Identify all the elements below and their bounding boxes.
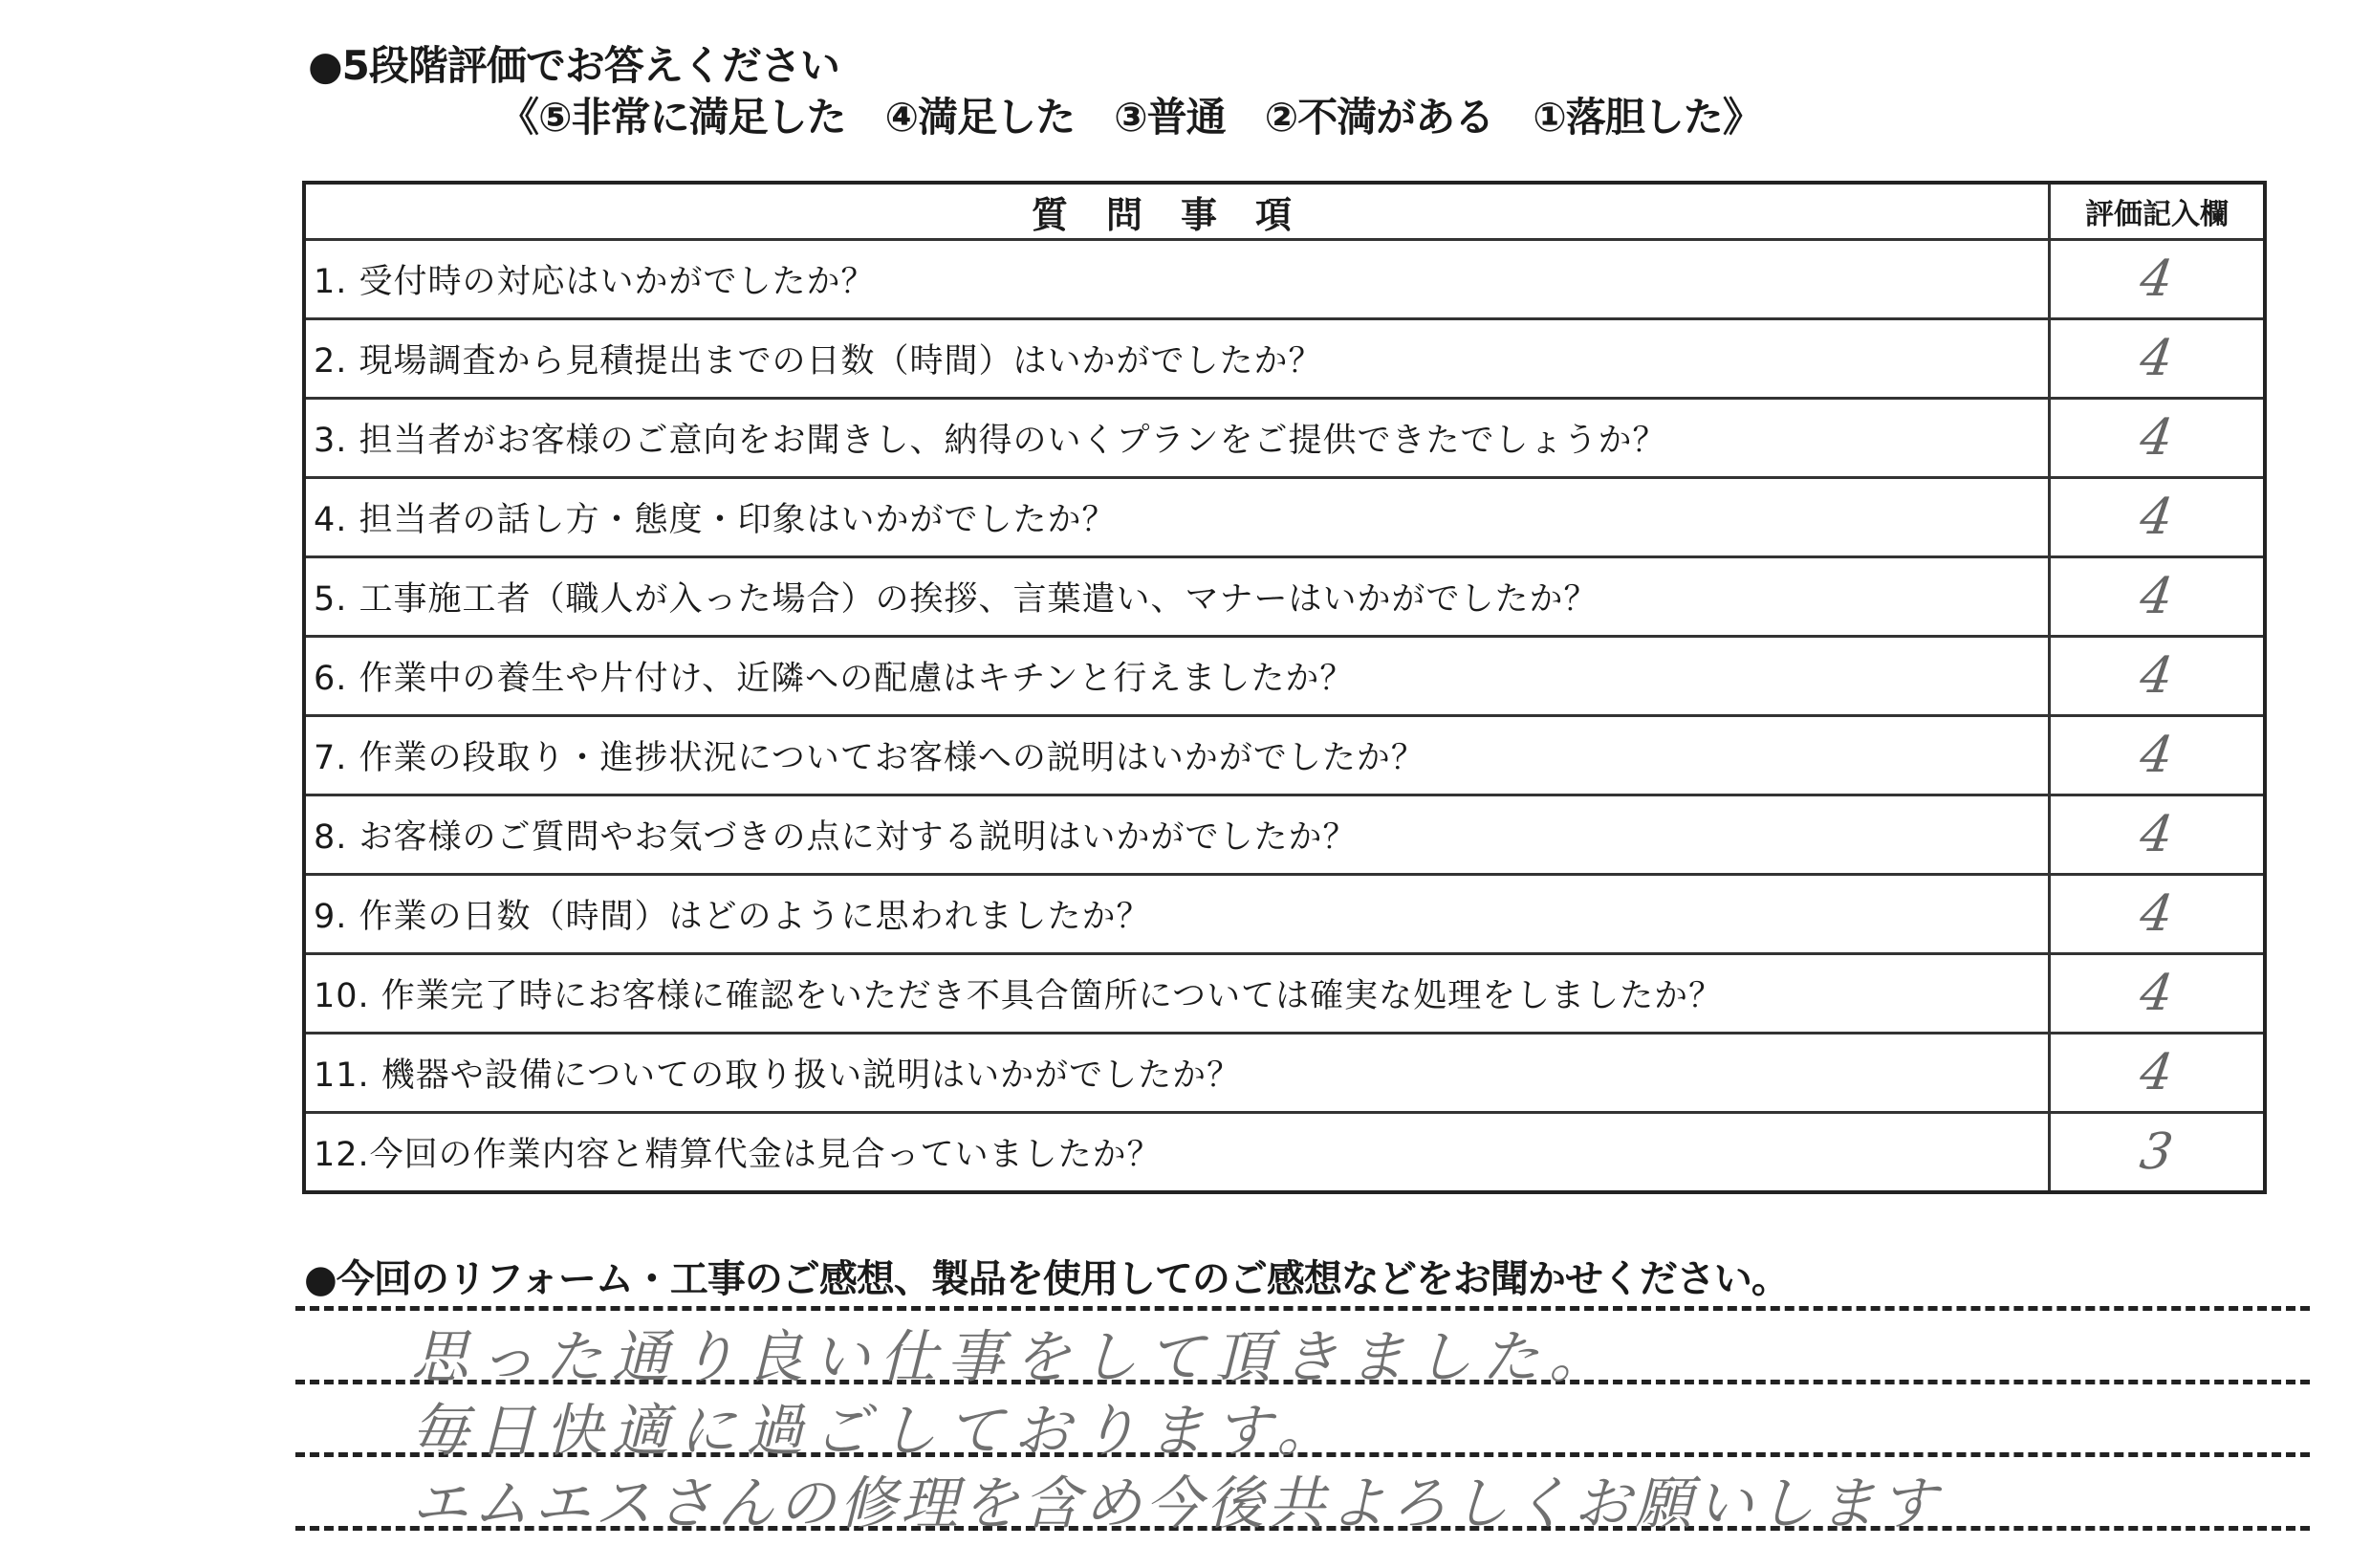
question-text: 4. 担当者の話し方・態度・印象はいかがでしたか？	[314, 501, 1117, 539]
rating-cell	[2048, 717, 2263, 794]
comment-heading: ●今回のリフォーム・工事のご感想、製品を使用してのご感想などをお聞かせください。	[304, 1257, 1789, 1301]
rating-value: 4	[2137, 806, 2177, 863]
rating-cell	[2048, 1114, 2263, 1190]
table-row	[306, 317, 2263, 397]
comment-line: 思った通り良い仕事をして頂きました。	[411, 1324, 1616, 1391]
rating-value: 4	[2137, 885, 2177, 943]
question-text: 8. お客様のご質問やお気づきの点に対する説明はいかがでしたか？	[314, 818, 1358, 857]
rating-cell	[2048, 1034, 2263, 1111]
table-row	[306, 873, 2263, 952]
question-text: 9. 作業の日数（時間）はどのように思われましたか？	[314, 898, 1151, 936]
rating-value: 4	[2137, 409, 2177, 467]
rating-value: 3	[2137, 1123, 2177, 1181]
table-row	[306, 794, 2263, 873]
table-row	[306, 952, 2263, 1032]
table-row	[306, 714, 2263, 794]
comment-rule	[295, 1306, 2310, 1311]
rating-value: 4	[2137, 1044, 2177, 1101]
rating-cell	[2048, 479, 2263, 555]
question-text: 6. 作業中の養生や片付け、近隣への配慮はキチンと行えましたか？	[314, 660, 1355, 698]
question-text: 2. 現場調査から見積提出までの日数（時間）はいかがでしたか？	[314, 342, 1323, 381]
rating-cell	[2048, 638, 2263, 714]
question-text: 10. 作業完了時にお客様に確認をいただき不具合箇所については確実な処理をしましたか？	[314, 977, 1724, 1015]
question-text: 7. 作業の段取り・進捗状況についてお客様への説明はいかがでしたか？	[314, 739, 1425, 777]
comment-line: エムエスさんの修理を含め今後共よろしくお願いします	[411, 1470, 1941, 1537]
table-row	[306, 555, 2263, 635]
rating-value: 4	[2137, 250, 2177, 308]
rating-cell	[2048, 241, 2263, 317]
rating-cell	[2048, 955, 2263, 1032]
rating-value: 4	[2137, 647, 2177, 705]
question-text: 12.今回の作業内容と精算代金は見合っていましたか？	[314, 1136, 1162, 1174]
comment-line: 毎日快適に過ごしております。	[411, 1398, 1344, 1465]
questionnaire-table	[302, 181, 2267, 1194]
question-text: 11. 機器や設備についての取り扱い説明はいかがでしたか？	[314, 1056, 1242, 1095]
table-row	[306, 397, 2263, 476]
table-row	[306, 238, 2263, 317]
rating-value: 4	[2137, 568, 2177, 625]
table-row	[306, 1111, 2263, 1190]
question-text: 1. 受付時の対応はいかがでしたか？	[314, 263, 876, 301]
rating-instruction-title: ●5段階評価でお答えください	[308, 42, 839, 89]
table-row	[306, 1032, 2263, 1111]
table-header	[306, 185, 2263, 238]
rating-cell	[2048, 876, 2263, 952]
rating-cell	[2048, 796, 2263, 873]
rating-value: 4	[2137, 330, 2177, 387]
rating-cell	[2048, 320, 2263, 397]
rating-value: 4	[2137, 489, 2177, 546]
question-text: 5. 工事施工者（職人が入った場合）の挨拶、言葉遣い、マナーはいかがでしたか？	[314, 580, 1599, 619]
rating-scale-legend: 《⑤非常に満足した ④満足した ③普通 ②不満がある ①落胆した》	[499, 94, 1762, 141]
rating-value: 4	[2137, 965, 2177, 1022]
header-rating: 評価記入欄	[2048, 185, 2263, 238]
question-text: 3. 担当者がお客様のご意向をお聞きし、納得のいくプランをご提供できたでしょうか？	[314, 422, 1667, 460]
header-question: 質問事項	[1031, 193, 1330, 236]
rating-cell	[2048, 558, 2263, 635]
table-row	[306, 635, 2263, 714]
rating-value: 4	[2137, 727, 2177, 784]
rating-cell	[2048, 400, 2263, 476]
table-row	[306, 476, 2263, 555]
